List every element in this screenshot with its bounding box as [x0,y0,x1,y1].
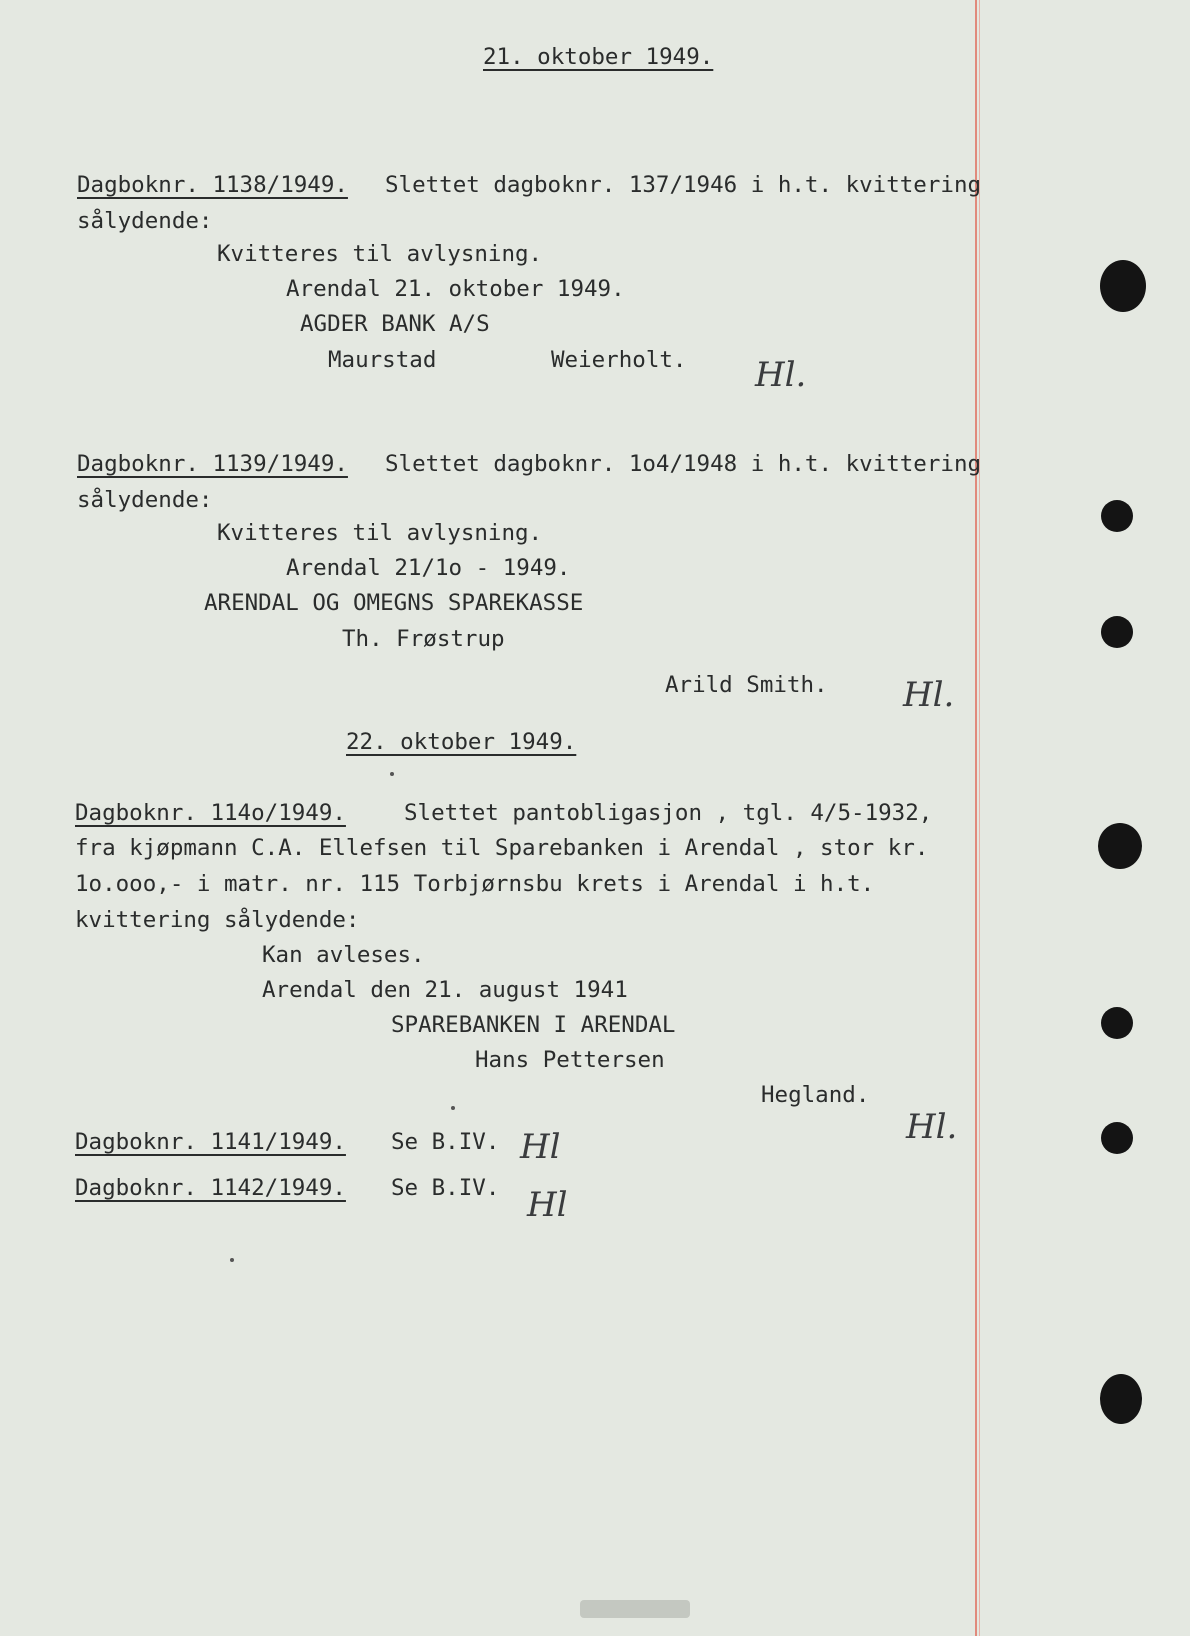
quote-line: Th. Frøstrup [342,626,505,652]
quote-signatory: Maurstad [328,347,437,373]
red-margin-line-shadow [979,0,980,1636]
date-heading: 21. oktober 1949. [483,44,714,70]
quote-line: AGDER BANK A/S [300,311,490,337]
ink-speck [230,1258,234,1262]
entry-number: Dagboknr. 1142/1949. [75,1175,346,1201]
entry-text: Se B.IV. [391,1129,500,1155]
handwritten-initials: Hl [520,1127,561,1167]
entry-number: Dagboknr. 114o/1949. [75,800,346,826]
date-heading: 22. oktober 1949. [346,729,577,755]
handwritten-initials: Hl. [903,675,955,715]
binder-hole-icon [1101,616,1133,648]
quote-line: Arendal 21. oktober 1949. [286,276,625,302]
quote-line: ARENDAL OG OMEGNS SPAREKASSE [204,590,584,616]
entry-number: Dagboknr. 1139/1949. [77,451,348,477]
ink-speck [451,1106,455,1110]
entry-text: Slettet pantobligasjon , tgl. 4/5-1932, [404,800,933,826]
entry-text: 1o.ooo,- i matr. nr. 115 Torbjørnsbu krets i Arendal i h.t. [75,871,875,897]
entry-text: kvittering sålydende: [75,907,360,933]
entry-text: fra kjøpmann C.A. Ellefsen til Sparebanken i Arendal , stor kr. [75,835,929,861]
entry-text: Slettet dagboknr. 1o4/1948 i h.t. kvittering [385,451,982,477]
binder-hole-icon [1101,1007,1133,1039]
entry-text-cont: sålydende: [77,487,213,513]
entry-text: Slettet dagboknr. 137/1946 i h.t. kvittering [385,172,982,198]
quote-line: Arendal 21/1o - 1949. [286,555,571,581]
ink-speck [390,772,394,776]
paper-stain [580,1600,690,1618]
entry-number: Dagboknr. 1141/1949. [75,1129,346,1155]
binder-hole-icon [1098,823,1142,869]
quote-signatory: Hegland. [761,1082,870,1108]
binder-hole-icon [1101,500,1133,532]
quote-line: Hans Pettersen [475,1047,665,1073]
handwritten-initials: Hl. [755,355,807,395]
entry-text: Se B.IV. [391,1175,500,1201]
handwritten-initials: Hl [527,1185,568,1225]
handwritten-initials: Hl. [906,1107,958,1147]
quote-line: Arendal den 21. august 1941 [262,977,628,1003]
entry-text-cont: sålydende: [77,208,213,234]
binder-hole-icon [1101,1122,1133,1154]
quote-line: Kan avleses. [262,942,425,968]
quote-signatory: Arild Smith. [665,672,828,698]
binder-hole-icon [1100,260,1146,312]
quote-signatory: Weierholt. [551,347,687,373]
entry-number: Dagboknr. 1138/1949. [77,172,348,198]
quote-line: Kvitteres til avlysning. [217,241,543,267]
quote-line: Kvitteres til avlysning. [217,520,543,546]
binder-hole-icon [1100,1374,1142,1424]
red-margin-line [975,0,977,1636]
quote-line: SPAREBANKEN I ARENDAL [391,1012,676,1038]
